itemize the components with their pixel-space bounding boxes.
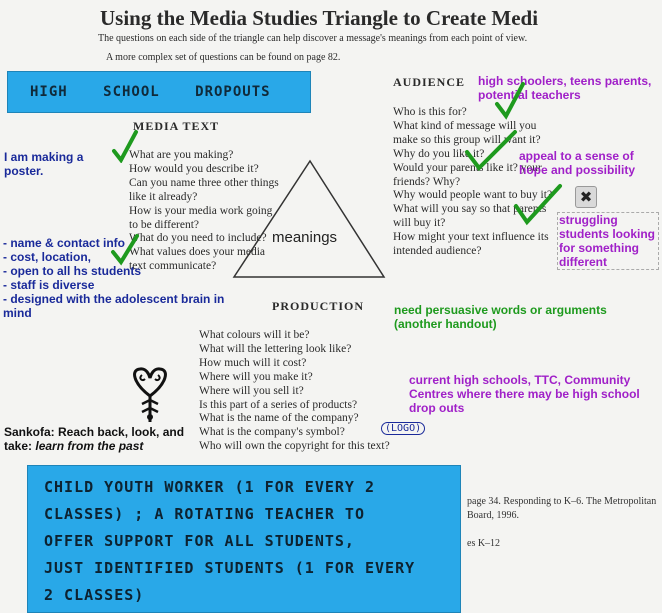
question: What do you need to include? [129,232,267,245]
sankofa-text: Sankofa: Reach back, look, and take: [4,425,185,453]
question: How is your media work going to be different? [129,204,273,231]
question: Who will own the copyright for this text? [199,440,390,453]
question: Where will you make it? [199,370,313,383]
checkmark-icon [110,232,140,266]
hope-annotation: appeal to a sense of hope and possibility [519,149,636,177]
checkmark-icon [463,128,519,172]
intro-reference-line: A more complex set of questions can be found on page 82. [106,52,341,63]
logo-annotation: (LOGO) [381,422,425,435]
close-icon[interactable]: ✖ [575,186,597,208]
question: What colours will it be? [199,329,310,341]
question: What will the lettering look like? [199,342,352,355]
locations-annotation: current high schools, TTC, Community Centres where there may be high school drop outs [409,373,640,415]
support-note-text: CHILD YOUTH WORKER (1 FOR EVERY 2 CLASSES) ; A ROTATING TEACHER TO OFFER SUPPORT FOR ALL STUDENTS, JUST IDENTIFIED STUDENTS (1 FOR EVERY 2 CLASSES) [44,478,416,604]
question: Where will you sell it? [199,384,304,397]
struggling-annotation[interactable]: struggling students looking for something different [557,212,659,270]
feature-line: - open to all hs students [3,264,142,278]
triangle-outline [234,161,384,277]
question: Who is this for? [393,106,467,118]
topic-sticky-note [7,71,311,113]
checkmark-icon [512,182,564,226]
question: What is the name of the company? [199,412,359,425]
question: What values does your media text communicate? [129,246,266,273]
question: How would you describe it? [129,162,259,175]
page-title: Using the Media Studies Triangle to Create Medi [100,6,539,30]
feature-line: - designed with the adolescent brain in mind [3,292,225,320]
question: How might your text influence its intended audience? [393,231,549,258]
poster-annotation: I am making a poster. [4,150,84,178]
media-triangle-diagram [230,155,390,285]
audience-heading: AUDIENCE [393,75,466,89]
question: How much will it cost? [199,356,307,369]
feature-line: - name & contact info [3,236,126,250]
feature-line: - cost, location, [3,250,92,264]
production-heading: PRODUCTION [272,299,365,313]
question: What are you making? [129,149,234,161]
support-sticky-note [27,465,461,613]
audience-annotation: high schoolers, teens parents, potential teachers [478,74,652,102]
sankofa-symbol-icon [128,366,172,424]
sankofa-annotation [4,425,204,453]
question: What is the company's symbol? [199,426,345,439]
question: Why would people want to buy it? [393,189,553,202]
question: Would your parents like it? your friends? Why? [393,161,542,188]
feature-line: - staff is diverse [3,278,95,292]
question: Is this part of a series of products? [199,398,358,411]
sankofa-emphasis: learn from the past [35,439,144,453]
reference-text: page 34. Responding to K–6. The Metropolitan Board, 1996. es K–12 [467,496,657,549]
checkmark-icon [494,80,526,120]
question: Can you name three other things like it already? [129,176,279,203]
question: Why do you like it? [393,147,485,160]
persuasive-annotation: need persuasive words or arguments (another handout) [394,303,607,331]
topic-note-text: HIGH SCHOOL DROPOUTS [30,84,271,100]
question: What kind of message will you make so this group will want it? [393,119,541,146]
checkmark-icon [111,129,139,163]
triangle-center-label: meanings [272,229,338,246]
reference-fragment [461,495,662,613]
intro-line: The questions on each side of the triangle can help discover a message's meanings from each point of view. [98,33,528,44]
question: What will you say so that parents will buy it? [393,203,547,230]
media-text-heading: MEDIA TEXT [133,119,220,133]
